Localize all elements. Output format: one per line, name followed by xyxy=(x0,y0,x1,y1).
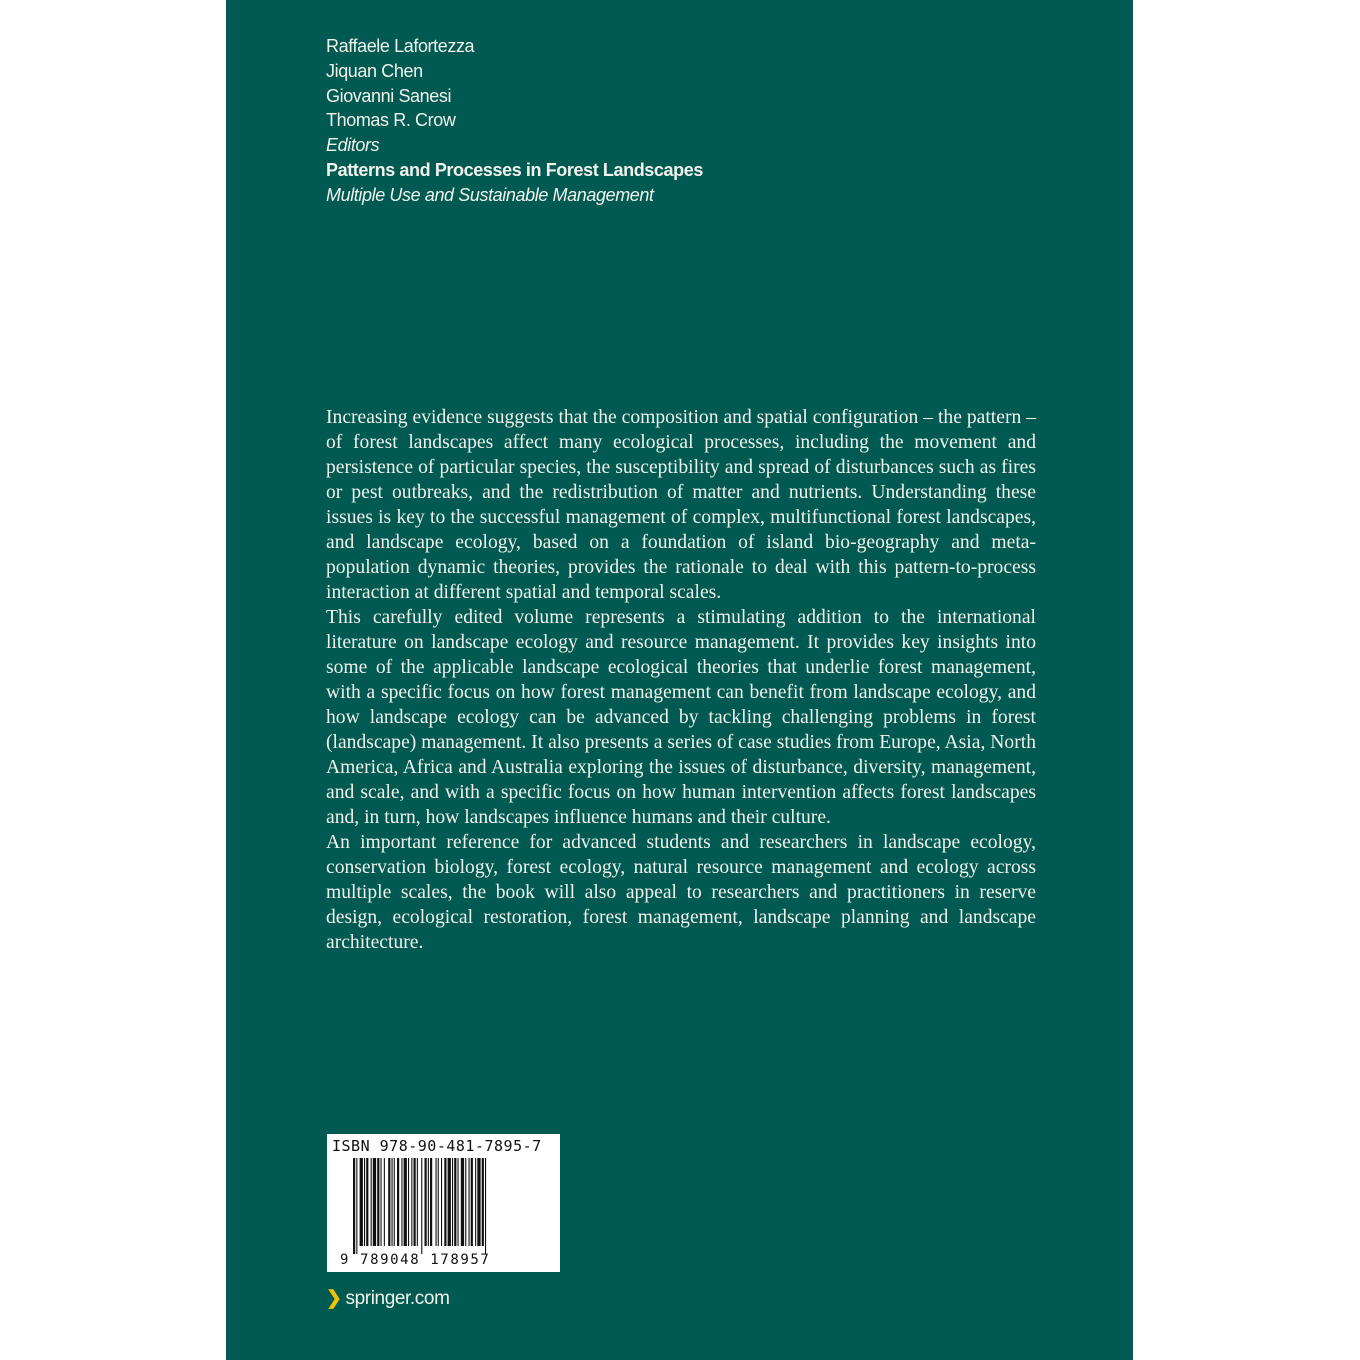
publisher-website[interactable] xyxy=(326,1287,450,1310)
barcode-panel xyxy=(327,1134,560,1272)
description-paragraph: An important reference for advanced students and researchers in landscape ecology, conservation biology, forest ecology, natural resource management and ecology across multiple scales, the book will also appeal to researchers and practitioners in reserve design, ecological restoration, forest management, landscape planning and landscape architecture. xyxy=(326,832,1036,953)
credits-block xyxy=(326,34,703,208)
editors-label: Editors xyxy=(326,135,380,156)
back-cover xyxy=(226,0,1133,1360)
editor-name: Giovanni Sanesi xyxy=(326,85,452,106)
description xyxy=(326,405,1036,955)
book-title: Patterns and Processes in Forest Landscapes xyxy=(326,159,703,180)
chevron-right-icon: ❯ xyxy=(326,1288,342,1309)
website-label: springer.com xyxy=(345,1288,450,1309)
editor-name: Thomas R. Crow xyxy=(326,110,456,131)
isbn-label: ISBN 978-90-481-7895-7 xyxy=(332,1137,542,1155)
barcode-icon xyxy=(351,1158,537,1254)
description-paragraph: This carefully edited volume represents a stimulating addition to the international literature on landscape ecology and resource management. It provides key insights into some of the applicable landscape ecological theories that underlie forest management, with a specific focus on how forest management can benefit from landscape ecology, and how landscape ecology can be advanced by tackling challenging problems in forest (landscape) management. It also presents a series of case studies from Europe, Asia, North America, Africa and Australia exploring the issues of disturbance, diversity, management, and scale, and with a specific focus on how human intervention affects forest landscapes and, in turn, how landscapes influence humans and their culture. xyxy=(326,607,1036,828)
book-subtitle: Multiple Use and Sustainable Management xyxy=(326,184,654,205)
description-paragraph: Increasing evidence suggests that the composition and spatial configuration – the pattern – of forest landscapes affect many ecological processes, including the movement and persistence of particular species, the susceptibility and spread of disturbances such as fires or pest outbreaks, and the redistribution of matter and nutrients. Understanding these issues is key to the successful management of complex, multifunctional forest landscapes, and landscape ecology, based on a foundation of island bio-geography and meta-population dynamic theories, provides the rationale to deal with this pattern-to-process interaction at different spatial and temporal scales. xyxy=(326,407,1036,603)
editor-name: Jiquan Chen xyxy=(326,60,423,81)
editor-name: Raffaele Lafortezza xyxy=(326,36,475,56)
barcode-digits: 9 789048 178957 xyxy=(340,1252,491,1268)
